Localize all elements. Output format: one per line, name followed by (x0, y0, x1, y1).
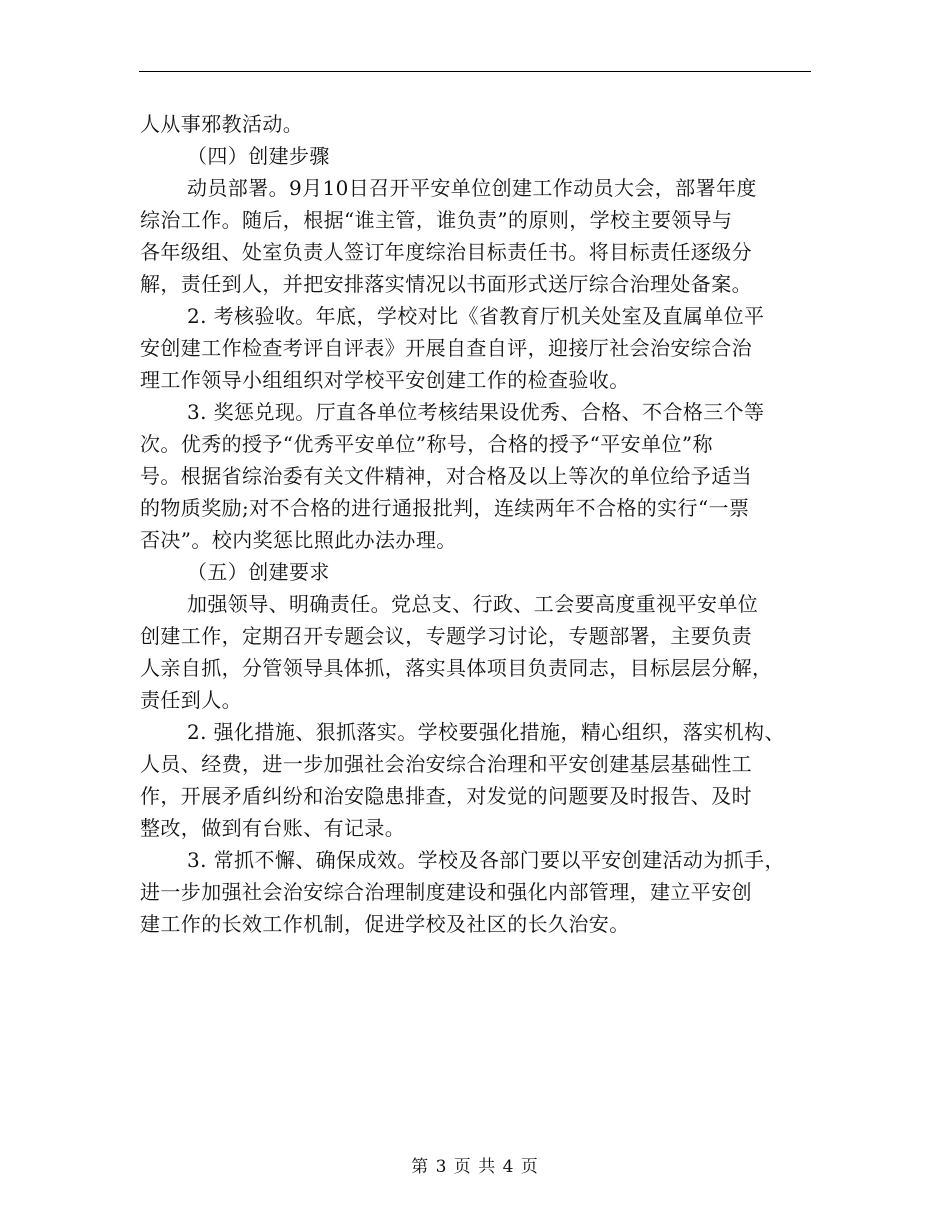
paragraph-line: 否决”。校内奖惩比照此办法办理。 (140, 528, 457, 552)
paragraph-line: 2. 强化措施、狠抓落实。学校要强化措施，精心组织，落实机构、 (187, 720, 785, 744)
paragraph-line: 的物质奖励;对不合格的进行通报批判，连续两年不合格的实行“一票 (140, 496, 750, 520)
paragraph-line: 理工作领导小组组织对学校平安创建工作的检查验收。 (140, 368, 630, 392)
paragraph-line: 解，责任到人，并把安排落实情况以书面形式送厅综合治理处备案。 (140, 272, 752, 296)
paragraph-line: 人亲自抓，分管领导具体抓，落实具体项目负责同志，目标层层分解， (140, 656, 773, 680)
paragraph-line: 建工作的长效工作机制，促进学校及社区的长久治安。 (140, 912, 630, 936)
paragraph-line: 人从事邪教活动。 (140, 112, 304, 136)
paragraph-line: 人员、经费，进一步加强社会治安综合治理和平安创建基层基础性工 (140, 752, 752, 776)
section-heading-steps: （四）创建步骤 (187, 144, 330, 168)
paragraph-line: 安创建工作检查考评自评表》开展自查自评，迎接厅社会治安综合治 (140, 336, 752, 360)
paragraph-line: 作，开展矛盾纠纷和治安隐患排查，对发觉的问题要及时报告、及时 (140, 784, 752, 808)
paragraph-line: 各年级组、处室负责人签订年度综治目标责任书。将目标责任逐级分 (140, 240, 752, 264)
paragraph-line: 号。根据省综治委有关文件精神，对合格及以上等次的单位给予适当 (140, 464, 752, 488)
paragraph-line: 3. 奖惩兑现。厅直各单位考核结果设优秀、合格、不合格三个等 (187, 400, 765, 424)
paragraph-line: 加强领导、明确责任。党总支、行政、工会要高度重视平安单位 (187, 592, 759, 616)
section-heading-requirements: （五）创建要求 (187, 560, 330, 584)
paragraph-line: 综治工作。随后，根据“谁主管，谁负责”的原则，学校主要领导与 (140, 208, 733, 232)
header-rule (139, 71, 811, 72)
paragraph-line: 整改，做到有台账、有记录。 (140, 816, 406, 840)
paragraph-line: 责任到人。 (140, 688, 242, 712)
paragraph-line: 进一步加强社会治安综合治理制度建设和强化内部管理，建立平安创 (140, 880, 752, 904)
paragraph-line: 3. 常抓不懈、确保成效。学校及各部门要以平安创建活动为抓手， (187, 848, 785, 872)
paragraph-line: 次。优秀的授予“优秀平安单位”称号，合格的授予“平安单位”称 (140, 432, 713, 456)
paragraph-line: 2. 考核验收。年底，学校对比《省教育厅机关处室及直属单位平 (187, 304, 765, 328)
document-body (140, 108, 820, 940)
page-number-footer: 第 3 页 共 4 页 (411, 1157, 539, 1177)
paragraph-line: 创建工作，定期召开专题会议，专题学习讨论，专题部署，主要负责 (140, 624, 752, 648)
paragraph-line: 动员部署。9月10日召开平安单位创建工作动员大会，部署年度 (187, 176, 757, 200)
